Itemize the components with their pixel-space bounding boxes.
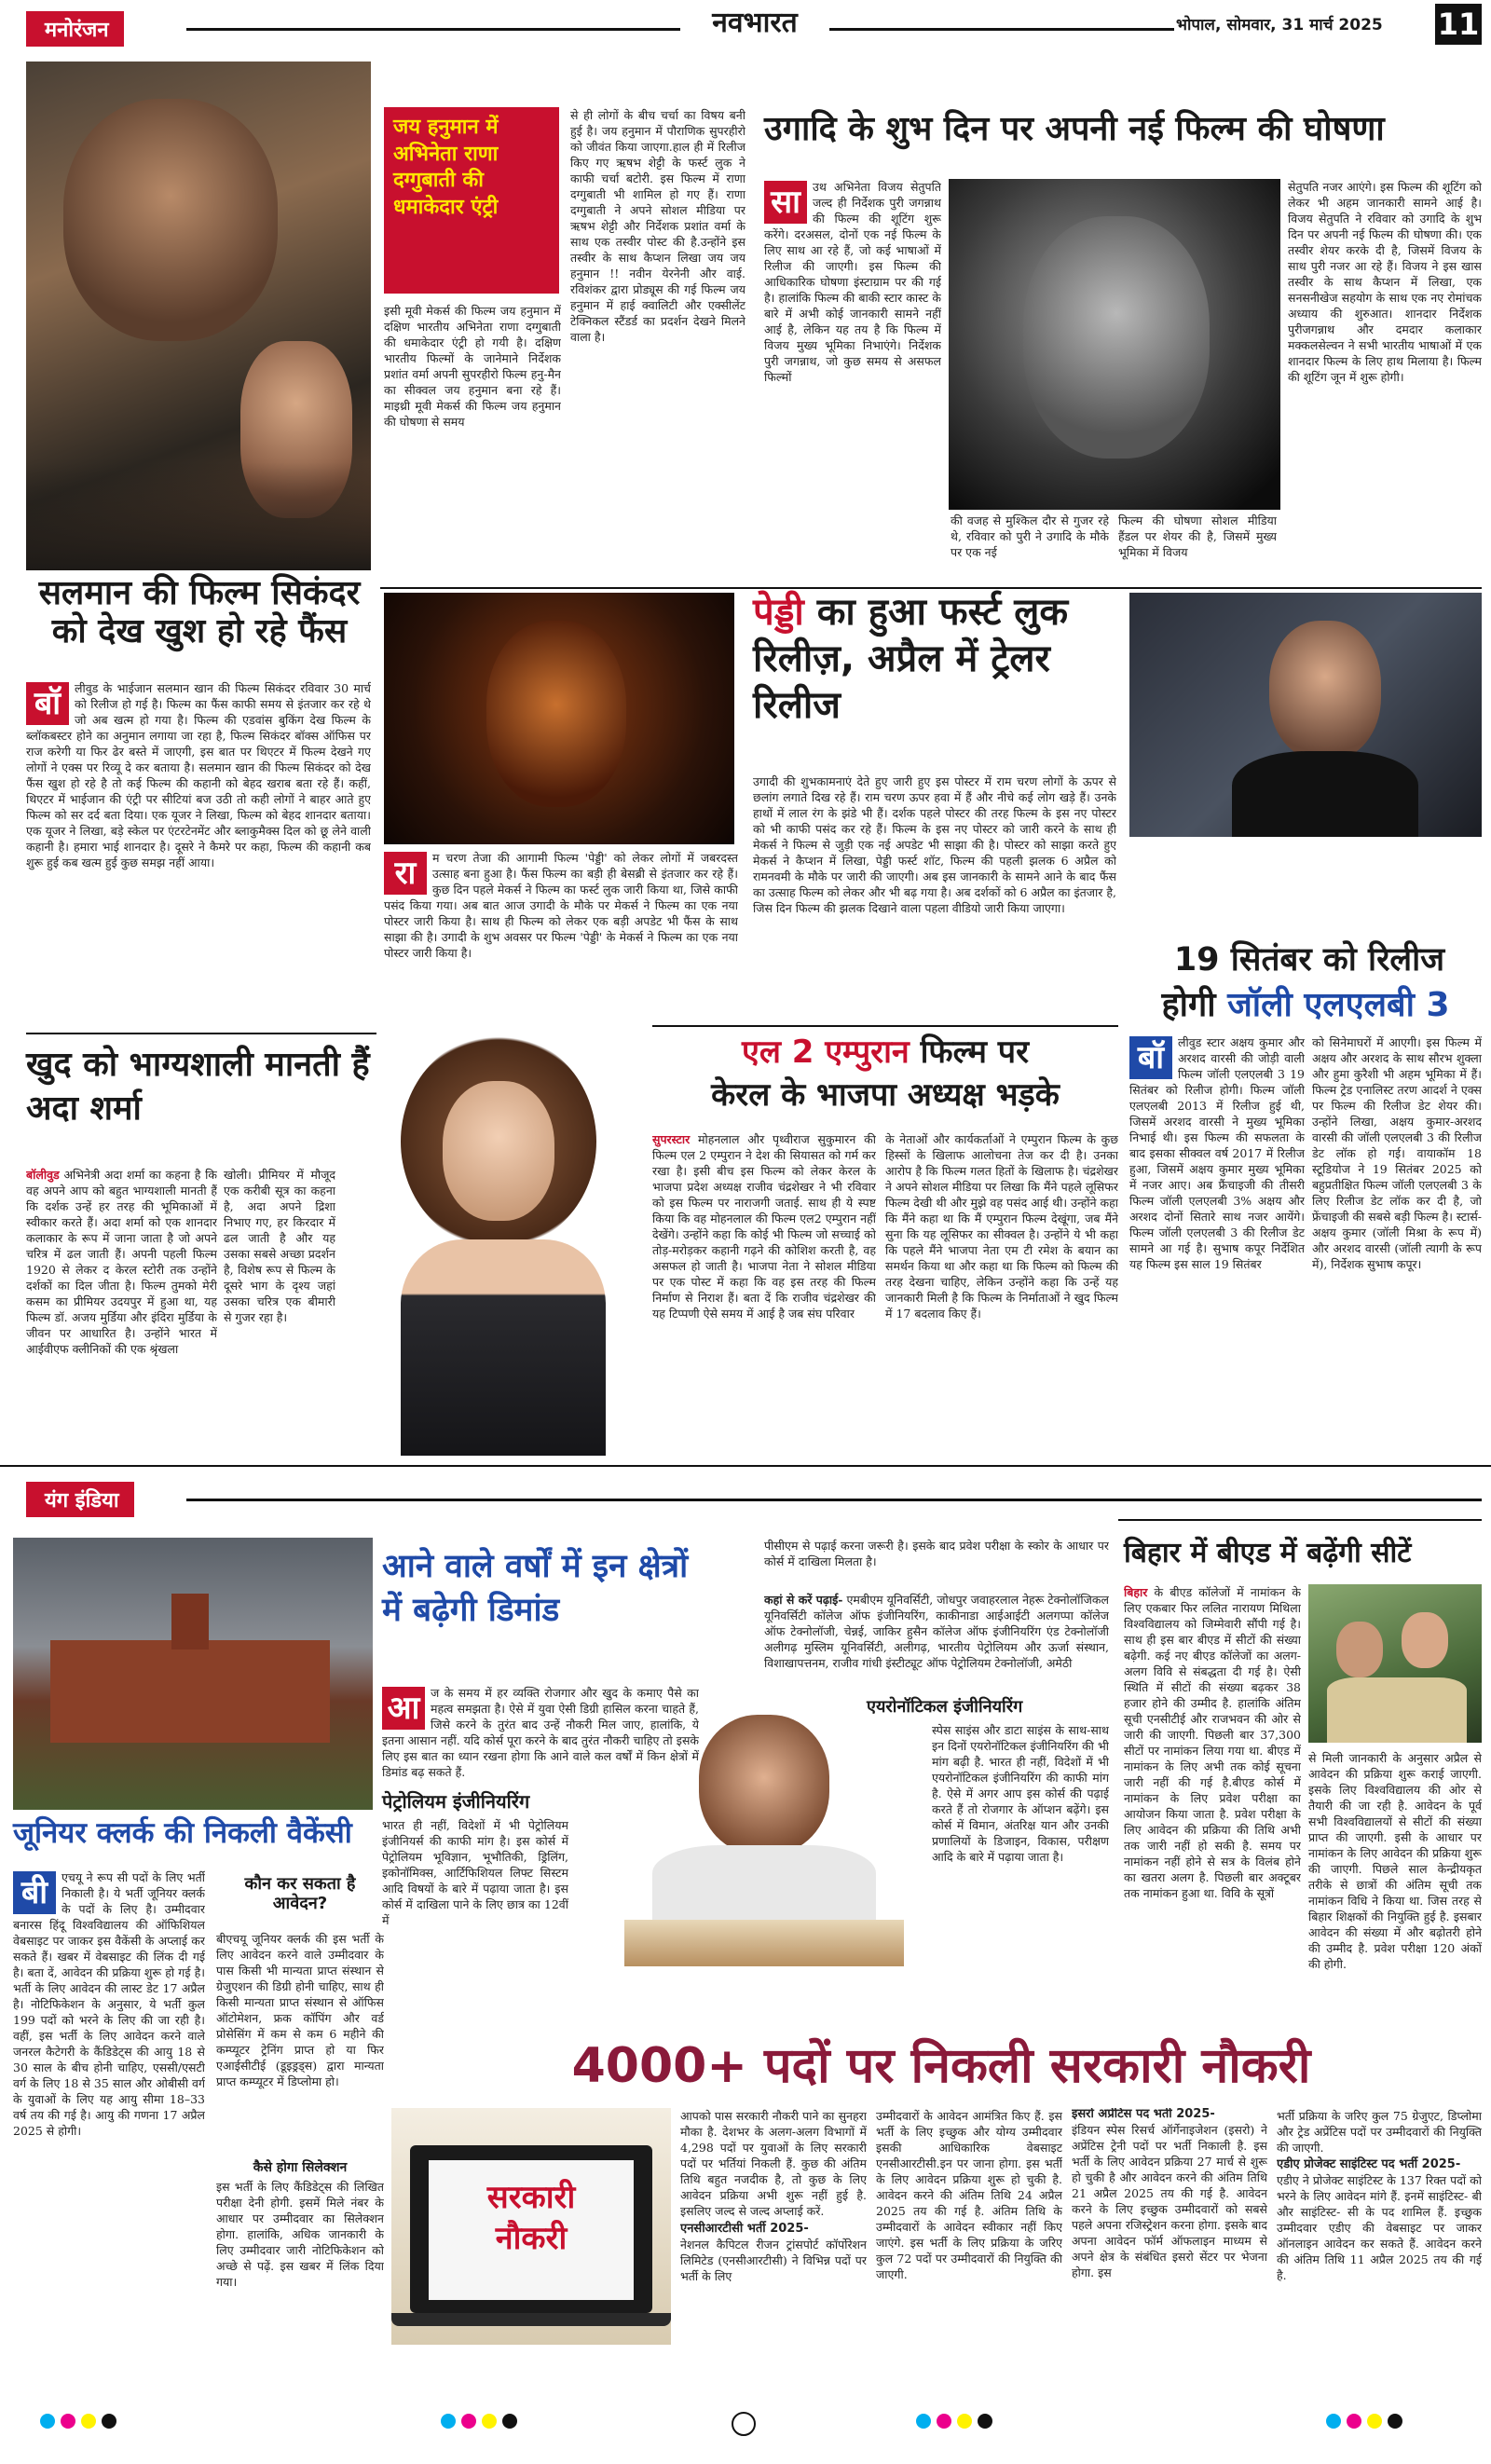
divider	[1118, 1519, 1482, 1521]
young-india-rule	[186, 1499, 1482, 1501]
demand-dropcap: आ	[382, 1687, 425, 1730]
clerk-dropcap: बी	[13, 1871, 56, 1914]
demand-headline1: आने वाले वर्षों में इन क्षेत्रों	[382, 1548, 689, 1585]
paper-name: नवभारत	[712, 7, 798, 39]
govt-badge2: नौकरी	[495, 2220, 568, 2258]
govt-col4a: भर्ती प्रक्रिया के जरिए कुल 75 ग्रेजुएट, डिप्लोमा और ट्रेड अप्रेंटिस पदों पर उम्मीदवारों की नियुक्ति की जाएगी.	[1277, 2109, 1482, 2155]
bihar-lead: बिहार	[1124, 1585, 1148, 1599]
bw-face-shape	[1023, 216, 1210, 459]
peddi-headline-red: पेड्डी	[753, 591, 804, 634]
ugadi-headline: उगादि के शुभ दिन पर अपनी नई फिल्म की घोषणा	[764, 110, 1385, 148]
jolly-col1-wrap	[1129, 1034, 1305, 1454]
section-rule	[0, 1465, 1491, 1467]
color-bar-2	[438, 2414, 520, 2432]
adah-sharma-photo	[335, 1025, 643, 1456]
clerk-headline: जूनियर क्लर्क की निकली वैकेंसी	[13, 1816, 352, 1850]
young-india-tag: यंग इंडिया	[26, 1482, 134, 1517]
adah-outfit-shape	[401, 1239, 606, 1456]
bihar-col1-wrap	[1124, 1584, 1301, 2041]
demand-headline2: में बढ़ेगी डिमांड	[382, 1592, 560, 1630]
tower-shape	[171, 1594, 209, 1650]
laptop-screen	[429, 2160, 634, 2300]
adah-headline: खुद को भाग्यशाली मानती हैं अदा शर्मा	[26, 1046, 370, 1128]
poster-shade	[26, 462, 371, 570]
demand-p1: भारत ही नहीं, विदेशों में भी पेट्रोलियम इंजीनियर्स की काफी मांग है। इस कोर्स में पेट्रोलियम भूविज्ञान, भूभौतिकी, ड्रिलिंग, इकोनॉमिक्स, आर्टिफिशियल लिफ्ट सिस्टम आदि विषयों के बारे में पढ़ाया जाता है। इस कोर्स में दाखिला पाने के लिए छात्र का 12वीं में	[382, 1818, 568, 1927]
salman-body: लीवुड के भाईजान सलमान खान की फिल्म सिकंदर रविवार 30 मार्च को रिलीज हो गई है। फिल्म का फैंस काफी समय से इंतजार कर रहे थे जो अब खत्म हो गया है। फिल्म की एडवांस बुकिंग देख फिल्म के ब्लॉकबस्टर होने का अनुमान लगाया जा रहा है, फिल्म सिकंदर बॉक्स ऑफिस पर राज करेगी या फिर ढेर बस्ते में जाएगी, इस बात पर थिएटर में फिल्म देखने गए लोगों ने एक्स पर रिव्यू दे कर बताया है। सलमान खान की फिल्म सिकंदर को देख फैंस खुश हो रहे है तो कई फिल्म की कहानी को बेहद खराब बता रहे हैं। कहीं, थिएटर में भाईजान की एंट्री पर सीटियां बज उठी तो कही लोगों ने बाहर आते हुए फिल्म को सर दर्द बता दिया। एक यूजर ने लिखा, फिल्म को बेहद शानदार बताया। एक यूजर ने लिखा, बड़े स्केल पर एंटरटेनमेंट और ब्लाकुमैक्स दिल को छू लेने वाली कहानी है। हमारा भाई शानदार है। दूसरे ने कैमरे पर कहा, फिल्म की कहानी कब शुरू हुई कब खत्म हुई कुछ समझ नहीं आया।	[26, 681, 371, 869]
govt-badge1: सरकारी	[486, 2179, 576, 2216]
govt-badge	[429, 2177, 634, 2259]
demand-p3: स्पेस साइंस और डाटा साइंस के साथ-साथ इन दिनों एयरोनॉटिकल इंजीनियरिंग की भी मांग बढ़ी है. भारत ही नहीं, विदेशों में भी एयरोनॉटिकल इंजीनियरिंग की काफी मांग है. ऐसे में अगर आप इस कोर्स की पढ़ाई करते हैं तो रोजगार के ऑप्शन बढ़ेंगे। इस कोर्स में विमान, अंतरिक्ष यान और उनकी प्रणालियों के डिजाइन, विकास, परीक्षण आदि के बारे में पढ़ाया जाता है।	[932, 1723, 1109, 1864]
bihar-headline: बिहार में बीएड में बढ़ेंगी सीटें	[1124, 1537, 1412, 1569]
building-shape	[50, 1640, 330, 1743]
masthead-rule-right	[829, 28, 1174, 31]
salman-headline: सलमान की फिल्म सिकंदर को देख खुश हो रहे फैंस	[38, 574, 361, 651]
clerk-col1: एचयू ने रूप सी पदों के लिए भर्ती निकाली है। ये भर्ती जूनियर क्लर्क के पदों के लिए है। उम्मीदवार बनारस हिंदू विश्वविद्यालय की ऑफिशियल वेबसाइट पर जाकर इस वैकेंसी के अप्लाई कर सकते हैं। खबर में वेबसाइट की लिंक दी गई है। बता दें, आवेदन की प्रक्रिया शुरू हो गई है। भर्ती के लिए आवेदन की लास्ट डेट 17 अप्रैल है। नोटिफिकेशन के अनुसार, ये भर्ती कुल 199 पदों को भरने के लिए की जा रही है।वहीं, इस भर्ती के लिए आवेदन करने वाले जनरल कैटेगरी के कैंडिडेट्स की आयु 18 से 30 साल के बीच होनी चाहिए, एससी/एसटी वर्ग के लिए 18 से 35 साल और ओबीसी वर्ग के युवाओं के लिए यह आयु सीमा 18–33 वर्ष तय की गई है। आयु की गणना 17 अप्रैल 2025 से होगी।	[13, 1870, 205, 2138]
clerk-col2b: इस भर्ती के लिए कैंडिडेट्स की लिखित परीक्षा देनी होगी. इसमें मिले नंबर के आधार पर उम्मीदवार का सिलेक्शन होगा. हालांकि, अधिक जानकारी के लिए उम्मीदवार जारी नोटिफिकेशन को अच्छे से पढ़ें. इस खबर में लिंक दिया गया।	[216, 2180, 384, 2289]
student-face-shape	[699, 1715, 829, 1855]
laptop-base	[391, 2313, 671, 2326]
peddi-face-shape	[486, 621, 626, 807]
empuraan-headline-line1	[652, 1034, 1118, 1071]
empuraan-headline-line2: केरल के भाजपा अध्यक्ष भड़के	[711, 1076, 1060, 1114]
clerk-col2: बीएचयू जूनियर क्लर्क की इस भर्ती के लिए आवेदन करने वाले उम्मीदवार के पास किसी भी मान्यता प्राप्त संस्थान से ग्रेजुएशन की डिग्री होनी चाहिए, साथ ही किसी मान्यता प्राप्त संस्थान से ऑफिस ऑटोमेशन, फ्रक कॉपिंग और वर्ड प्रोसेसिंग में कम से कम 6 महीने की कम्प्यूटर ट्रेनिंग प्राप्त हो या फिर एआईसीटीई (डूइड्रड्स) द्वारा मान्यता प्राप्त कम्प्यूटर में डिप्लोमा हो।	[216, 1932, 384, 2088]
govt-col4b: एडीए ने प्रोजेक्ट साइंटिस्ट के 137 रिक्त पदों को भरने के लिए आवेदन मांगे हैं. इनमें साइंटिस्ट- बी और साइंटिस्ट- सी के पद शामिल हैं. इच्छुक उम्मीदवार एडीए की वेबसाइट पर जाकर ऑनलाइन आवेदन कर सकते हैं. आवेदन करने की अंतिम तिथि 11 अप्रैल 2025 तय की गई है.	[1277, 2172, 1482, 2282]
demand-where-lead: कहां से करें पढ़ाई-	[764, 1593, 843, 1607]
bhu-building-photo	[13, 1538, 373, 1810]
adah-lead: बॉलीवुड	[26, 1168, 60, 1182]
jolly-headline2-blue: जॉली एलएलबी 3	[1227, 986, 1450, 1024]
rana-col1: इसी मूवी मेकर्स की फिल्म जय हनुमान में दक्षिण भारतीय अभिनेता राणा दग्गुबाती की धमाकेदार एंट्री हो गयी है। दक्षिण भारतीय फिल्मों के जानेमाने निर्देशक प्रशांत वर्मा अपनी सुपरहीरो फिल्म हनु-मैन का सीक्वल जय हनुमान बना रहे हैं। माइथ्री मूवी मेकर्स की फिल्म जय हनुमान की घोषणा से समय	[384, 304, 561, 429]
rana-col2: से ही लोगों के बीच चर्चा का विषय बनी हुई है। जय हनुमान में पौराणिक सुपरहीरो को जीवंत किया जाएगा.हाल ही में रिलीज किए गए ऋषभ शेट्टी के फर्स्ट लुक ने काफी चर्चा बटोरी. इस फिल्म में राणा दग्गुबाती भी शामिल हो गए हैं। राणा दग्गुबाती ने अपने सोशल मीडिया पर ऋषभ शेट्टी और निर्देशक प्रशांत वर्मा के साथ एक तस्वीर पोस्ट की है.उन्होंने इस तस्वीर के साथ कैप्शन लिखा जय जय हनुमान !! नवीन येरनेनी और वाई. रविशंकर द्वारा प्रोड्यूस की गई फिल्म जय हनुमान में हाई क्वालिटी और एक्सीलेंट टेक्निकल स्टैंडर्ड का प्रदर्शन देखने मिलने वाला है।	[570, 108, 746, 344]
color-bar-3	[913, 2414, 995, 2432]
color-bar-4	[1323, 2414, 1405, 2432]
print-registration-strip	[0, 2404, 1491, 2442]
peddi-dropcap: रा	[384, 852, 427, 895]
peddi-poster	[384, 593, 734, 844]
salman-article	[26, 680, 371, 1025]
dateline: भोपाल, सोमवार, 31 मार्च 2025	[1176, 16, 1383, 34]
clerk-sub1: कौन कर सकता है आवेदन?	[244, 1874, 356, 1913]
govt-col4-wrap	[1277, 2108, 1482, 2343]
rana-headline: जय हनुमान में अभिनेता राणा दग्गुबाती की धमाकेदार एंट्री	[393, 116, 499, 219]
adah-col1: अभिनेत्री अदा शर्मा का कहना है कि वह अपने आप को बहुत भाग्यशाली मानती हैं कि दर्शक उन्हें हर तरह की भूमिकाओं में स्वीकार करते हैं। अदा शर्मा को एक शानदार कलाकार के रूप में जाना जाता है जो अपने चरित्र में ढल जाती हैं। अपनी पहली फिल्म 1920 से लेकर द केरल स्टोरी तक उन्होंने दर्शकों का दिल जीता है। फिल्म तुमको मेरी कसम का प्रीमियर उदयपुर में हुआ था, यह फिल्म डॉ. अजय मुर्डिया और इंदिरा मुर्डिया के जीवन पर आधारित है। उन्होंने भारत में आईवीएफ क्लीनिकों की एक श्रृंखला	[26, 1168, 217, 1356]
govt-sub2: इसरो अप्रेंटिस पद भर्ती 2025-	[1072, 2108, 1215, 2121]
govt-headline: 4000+ पदों पर निकली सरकारी नौकरी	[571, 2038, 1311, 2094]
color-bar-1	[37, 2414, 119, 2432]
jolly-llb-photo	[1129, 593, 1482, 837]
demand-intro: ज के समय में हर व्यक्ति रोजगार और खुद के कमाए पैसे का महत्व समझता है। ऐसे में युवा ऐसी डिग्री हासिल करना चाहते हैं, जिसे करने के तुरंत बाद उन्हें नौकरी मिल जाए, हालांकि, ये इतना आसान नहीं. यदि कोर्स पूरा करने के बाद तुरंत नौकरी चाहिए तो इसके लिए इस बात का ध्यान रखना होगा कि आने वाले कल वर्षों में किन क्षेत्रों में डिमांड बढ़ सकते हैं.	[382, 1686, 699, 1779]
adah-col1-wrap	[26, 1167, 217, 1454]
section-tag: मनोरंजन	[26, 11, 124, 47]
demand-where-wrap	[764, 1592, 1109, 1696]
student-a-face	[1336, 1622, 1383, 1677]
bihar-col1: के बीएड कॉलेजों में नामांकन के लिए एकबार फिर ललित नारायण मिथिला विश्वविद्यालय को जिम्मेवारी सौंपी गई है। साथ ही इस बार बीएड में सीटों की संख्या बढ़ेगी. कई नए बीएड कॉलेजों का अलग-अलग विवि से संबद्धता दी गई है। ऐसी स्थिति में सीटों की संख्या बढ़कर 38 हजार होने की उम्मीद है. हालांकि अंतिम सूची एनसीटीई और राजभवन की ओर से जारी की जाएगी. पिछली बार 37,300 सीटों पर नामांकन लिया गया था. बीएड में नामांकन के लिए अभी तक कोई सूचना जारी नहीं की गई है.बीएड कोर्स में नामांकन के लिए प्रवेश परीक्षा का आयोजन किया जाता है. प्रवेश परीक्षा के लिए आवेदन की प्रक्रिया की तिथि अभी तक जारी नहीं हो सकी है. समय पर नामांकन नहीं होने से सत्र के विलंब होने का खतरा अलग है. पिछली बार अक्टूबर तक नामांकन हुआ था. विवि के सूत्रों	[1124, 1585, 1301, 1900]
govt-col1-wrap	[680, 2108, 867, 2343]
page-number: 11	[1435, 4, 1482, 45]
registration-mark	[732, 2412, 756, 2436]
clerk-sub2: कैसे होगा सिलेक्शन	[253, 2160, 348, 2175]
jolly-headline2-black: होगी	[1161, 986, 1216, 1024]
students-body-shape	[1327, 1677, 1467, 1743]
ugadi-col1-wrap	[764, 179, 941, 580]
laptop-photo	[391, 2108, 671, 2345]
student-b-face	[1402, 1612, 1448, 1668]
rana-headline-box	[384, 107, 559, 294]
ugadi-col3: फिल्म की घोषणा सोशल मीडिया हैंडल पर शेयर की है, जिसमें मुख्य भूमिका में विजय	[1118, 513, 1277, 559]
sikandar-poster	[26, 62, 371, 570]
divider	[26, 1033, 376, 1034]
demand-where: एमबीएम यूनिवर्सिटी, जोधपुर जवाहरलाल नेहरू टेक्नोलॉजिकल यूनिवर्सिटी कॉलेज ऑफ इंजीनियरिंग, काकीनाडा आईआईटी अलगप्पा कॉलेज ऑफ टेक्नोलॉजी, चेन्नई, जाकिर हुसैन कॉलेज ऑफ इंजीनियरिंग एंड टेक्नोलॉजी अलीगढ़ मुस्लिम यूनिवर्सिटी, अलीगढ़, भारतीय पेट्रोलियम और ऊर्जा संस्थान, विशाखापत्तनम, राजीव गांधी इंस्टीट्यूट ऑफ पेट्रोलियम टेक्नोलॉजी, अमेठी	[764, 1593, 1109, 1670]
salman-dropcap: बॉ	[26, 682, 69, 725]
jolly-col2: को सिनेमाघरों में आएगी। इस फिल्म में अक्षय और अरशद के साथ सौरभ शुक्ला और हुमा कुरैशी भी अहम भूमिका में हैं। फिल्म ट्रेड एनालिस्ट तरण आदर्श ने एक्स पर फिल्म की रिलीज डेट शेयर की। उन्होंने लिखा, अक्षय कुमार-अरशद वारसी की जॉली एलएलबी 3 की रिलीज डेट लॉक हो गई। वायाकॉम 18 स्टूडियोज ने 19 सितंबर 2025 को बहुप्रतीक्षित फिल्म जॉली एलएलबी 3 के लिए रिलीज डेट लॉक कर दी है, जो फ्रेंचाइजी की सबसे बड़ी फिल्म है। स्टार्स- अक्षय कुमार (जॉली मिश्रा के रूप में) और अरशद वारसी (जॉली त्यागी के रूप में), निर्देशक सुभाष कपूर।	[1312, 1035, 1482, 1271]
empuraan-col1: मोहनलाल और पृथ्वीराज सुकुमारन की फिल्म एल 2 एम्पुरान ने देश की सियासत को गर्म कर रखा है। इसी बीच इस फिल्म को लेकर केरल के भाजपा प्रदेश अध्यक्ष राजीव चंद्रशेखर ने भी रविवार को इस फिल्म पर नाराजगी जताई. साथ ही ये स्पष्ट किया कि वह मोहनलाल की फिल्म एल2 एम्पुरान नहीं देखेंगे। उन्होंने कहा कि कोई भी फिल्म जो सच्चाई को तोड़-मरोड़कर कहानी गढ़ने की कोशिश करती है, वह असफल हो जाती है। भाजपा नेता ने सोशल मीडिया पर एक पोस्ट में कहा कि वह इस तरह की फिल्म निर्माण से निराश हैं। बता दें कि राजीव चंद्रशेखर की यह टिप्पणी ऐसे समय में आई है जब संघ परिवार	[652, 1132, 876, 1321]
demand-sub2: एयरोनॉटिकल इंजीनियरिंग	[867, 1697, 1023, 1717]
divider	[652, 1025, 1118, 1027]
peddi-headline	[753, 589, 1116, 729]
demand-p2: पीसीएम से पढ़ाई करना जरूरी है। इसके बाद प्रवेश परीक्षा के स्कोर के आधार पर कोर्स में दाखिला मिलता है।	[764, 1539, 1109, 1568]
empuraan-col1-wrap	[652, 1131, 876, 1453]
demand-headline	[382, 1545, 773, 1634]
empuraan-headline-red: एल 2 एम्पुरान	[742, 1034, 910, 1071]
govt-col1b: नेशनल कैपिटल रीजन ट्रांसपोर्ट कॉर्पोरेशन लिमिटेड (एनसीआरटीसी) ने विभिन्न पदों पर भर्ती के लिए	[680, 2237, 867, 2283]
jolly-dropcap: बॉ	[1129, 1036, 1172, 1079]
peddi-headline-rest: का हुआ फर्स्ट लुक रिलीज़, अप्रैल में ट्रेलर रिलीज	[753, 591, 1069, 727]
govt-sub1: एनसीआरटीसी भर्ती 2025-	[680, 2222, 809, 2236]
adah-col2: खोली। प्रीमियर में मौजूद एक करीबी सूत्र का कहना है, अदा अपने द्रिशा निभाए गए, हर किरदार में ढल जाती है और यह उसका सबसे अच्छा प्रदर्शन है, विशेष रूप से फिल्म के दूसरे भाग के दृश्य जहां उसका चरित्र एक बीमारी से गुजर रहा है।	[224, 1168, 335, 1324]
govt-col3-wrap	[1072, 2108, 1267, 2343]
adah-face-shape	[443, 1081, 554, 1221]
peddi-right: उगादी की शुभकामनाएं देते हुए जारी हुए इस पोस्टर में राम चरण लोगों के ऊपर से छलांग लगाते दिख रहे हैं। राम चरण ऊपर हवा में हैं और नीचे कई लोग खड़े हैं। उनके हाथों में लाल रंग के झंडे भी हैं। दर्शक पहले पोस्टर की तरह फिल्म के इस नए पोस्टर को भी काफी पसंद कर रहे हैं। फिल्म के इस नए पोस्टर को जारी करने के साथ ही मेकर्स ने फिल्म से जुड़ी एक नई अपडेट भी साझा की है। पोस्टर को साझा करते हुए मेकर्स ने कैप्शन में लिखा, पेड्डी फर्स्ट शॉट, फिल्म की पहली झलक 6 अप्रैल को रामनवमी के मौके पर जारी की जाएगी। अब इस जानकारी के सामने आने के बाद फैंस का उत्साह फिल्म को लेकर और भी बढ़ गया है। अब दर्शकों को 6 अप्रैल का इंतजार है, जिस दिन फिल्म की झलक दिखाने वाला पहला वीडियो जारी किया जाएगा।	[753, 774, 1116, 915]
peddi-left-wrap	[384, 850, 738, 1008]
masthead	[0, 0, 1491, 58]
clerk-col1-wrap	[13, 1869, 205, 2289]
jolly-headline1: 19 सितंबर को रिलीज	[1173, 941, 1445, 979]
govt-col2: उम्मीदवारों के आवेदन आमंत्रित किए हैं. इस भर्ती के लिए इच्छुक और योग्य उम्मीदवार इसकी आधिकारिक वेबसाइट एनसीआरटीसी.इन पर जाना होगा. इस भर्ती के लिए आवेदन प्रक्रिया शुरू हो चुकी है. आवेदन करने की अंतिम तिथि 24 अप्रैल 2025 तय की गई है. अंतिम तिथि के उम्मीदवारों के आवेदन स्वीकार नहीं किए जाएंगे. इस भर्ती के लिए प्रक्रिया के जरिए कुल 72 पदों पर उम्मीदवारों की नियुक्ति की जाएगी.	[876, 2109, 1062, 2281]
vijay-sethupathi-photo	[949, 179, 1280, 510]
demand-sub1: पेट्रोलियम इंजीनियरिंग	[382, 1790, 530, 1813]
ugadi-dropcap: सा	[764, 181, 807, 224]
empuraan-lead: सुपरस्टार	[652, 1132, 691, 1146]
jolly-headline2	[1124, 986, 1487, 1024]
student-photo	[596, 1705, 932, 1966]
actor-face-shape	[63, 99, 278, 341]
empuraan-headline-rest1: फिल्म पर	[920, 1034, 1029, 1071]
govt-sub3: एडीए प्रोजेक्ट साइंटिस्ट पद भर्ती 2025-	[1277, 2157, 1461, 2171]
bihar-col2: से मिली जानकारी के अनुसार अप्रैल से आवेदन की प्रक्रिया शुरू कराई जाएगी. इसके लिए विश्वविद्यालय की ओर से तैयारी की जा रही है. आवेदन के पूर्व सभी विश्वविद्यालयों से सीटों की संख्या प्राप्त की जाएगी. इसी के आधार पर नामांकन के लिए आवेदन की प्रक्रिया शुरू की जाएगी. पिछले साल केन्द्रीयकृत तरीके से छात्रों की अंतिम सूची तक नामांकन विधि ने किया था. जिस तरह से बिहार शिक्षकों की नियुक्ति हुई है. इसबार आवेदन की संख्या में और बढ़ोतरी होने की उम्मीद है. प्रवेश परीक्षा 120 अंकों की होगी.	[1308, 1751, 1482, 1971]
akshay-face-shape	[1269, 621, 1381, 760]
govt-col3: इंडियन स्पेस रिसर्च ऑर्गेनाइजेशन (इसरो) ने अप्रेंटिस ट्रेनी पदों पर भर्ती निकाली है. इस भर्ती के लिए आवेदन प्रक्रिया 27 मार्च से शुरू हो चुकी है और आवेदन करने की अंतिम तिथि 21 अप्रैल 2025 तय की गई है. आवेदन करने के लिए इच्छुक उम्मीदवारों को सबसे पहले अपना रजिस्ट्रेशन करना होगा. इसके बाद अपना आवेदन फॉर्म ऑफलाइन माध्यम से अपने क्षेत्र के संबंधित इसरो सेंटर पर भेजना होगा. इस	[1072, 2122, 1267, 2279]
books-shape	[624, 1920, 904, 1966]
empuraan-col2: के नेताओं और कार्यकर्ताओं ने एम्पुरान फिल्म के कुछ हिस्सों के खिलाफ आलोचना तेज कर दी है। उनका आरोप है कि फिल्म गलत हितों के खिलाफ है। चंद्रशेखर ने अपने सोशल मीडिया पर लिखा कि मैंने पहले लूसिफर फिल्म देखी थी और मुझे वह पसंद आई थी। उन्होंने कहा कि मैंने कहा था कि मैं एम्पुरान फिल्म देखूंगा, जब मैंने सुना कि यह लूसिफर का सीक्वल है। उन्होंने ये भी कहा कि पहले मैंने भाजपा नेता एम टी रमेश के बयान का समर्थन किया था और कहा था कि फिल्म को फिल्म की तरह देखना चाहिए, लेकिन उन्होंने कहा कि उन्हें यह जानकारी मिली है कि फिल्म के निर्माताओं ने खुद फिल्म में 17 बदलाव किए हैं।	[885, 1132, 1118, 1321]
ugadi-col1: उथ अभिनेता विजय सेतुपति जल्द ही निर्देशक पुरी जगन्नाथ की फिल्म की शूटिंग शुरू करेंगे। दरअसल, दोनों एक नई फिल्म के लिए साथ आ रहे हैं, जो कई भाषाओं में रिलीज की जाएगी। इस फिल्म की आधिकारिक घोषणा इंस्टाग्राम पर की गई है। हालांकि फिल्म की बाकी स्टार कास्ट के बारे में अभी कोई जानकारी सामने नहीं आई है, लेकिन यह तय है कि फिल्म में विजय मुख्य भूमिका निभाएंगे। निर्देशक पुरी जगन्नाथ, जो कुछ समय से असफल फिल्मों	[764, 180, 941, 384]
lawyer-coat-shape	[1232, 751, 1418, 837]
ugadi-col4: सेतुपति नजर आएंगे। इस फिल्म की शूटिंग को लेकर भी अहम जानकारी सामने आई है। विजय सेतुपति ने रविवार को उगादि के शुभ दिन पर अपनी नई फिल्म की घोषणा की। एक तस्वीर शेयर करके दी है, जिसमें विजय के साथ पुरी नजर आ रहे हैं। विजय ने इस खास तस्वीर के साथ कैप्शन में लिखा, एक सनसनीखेज सहयोग के साथ एक नए रोमांचक अध्याय की शुरुआत। शानदार निर्देशक पुरीजगन्नाथ और दमदार कलाकार मक्कलसेल्वन ने सभी भारतीय भाषाओं में एक शानदार फिल्म के लिए हाथ मिलाया है। फिल्म की शूटिंग जून में शुरू होगी।	[1288, 180, 1482, 384]
peddi-left: म चरण तेजा की आगामी फिल्म 'पेड्डी' को लेकर लोगों में जबरदस्त उत्साह बना हुआ है। फैंस फिल्म का बड़ी ही बेसब्री से इंतजार कर रहे हैं। कुछ दिन पहले मेकर्स ने फिल्म का फर्स्ट लुक जारी किया था, जिसे काफी पसंद किया गया। अब बात आज उगादी के मौके पर मेकर्स ने फिल्म का एक नया पोस्टर जारी किया है। साथ ही फिल्म को लेकर एक बड़ी अपडेट भी फैंस के साथ साझा की है। उगादी के शुभ अवसर पर फिल्म 'पेड्डी' के मेकर्स ने फिल्म का एक नया पोस्टर जारी किया है।	[384, 851, 738, 960]
jolly-col1: लीवुड स्टार अक्षय कुमार और अरशद वारसी की जोड़ी वाली फिल्म जॉली एलएलबी 3 19 सितंबर को रिलीज होगी। फिल्म जॉली एलएलबी 2013 में रिलीज हुई थी, जिसमें अरशद वारसी ने मुख्य भूमिका निभाई थी। इस फिल्म की सफलता के बाद इसका सीक्वल वर्ष 2017 में रिलीज हुआ, जिसमें अक्षय कुमार मुख्य भूमिका में नजर आए। अब फ्रैंचाइजी की तीसरी फिल्म जॉली एलएलबी 3% अक्षय और अरशद दोनों सितारे साथ नजर आयेंगे। फिल्म जॉली एलएलबी 3 की रिलीज डेट सामने आ गई है। सुभाष कपूर निर्देशित यह फिल्म इस साल 19 सितंबर	[1129, 1035, 1305, 1271]
masthead-rule-left	[186, 28, 680, 31]
govt-col1: आपको पास सरकारी नौकरी पाने का सुनहरा मौका है. देशभर के अलग-अलग विभागों में 4,298 पदों पर युवाओं के लिए सरकारी पदों पर भर्तियां निकली हैं. कुछ की अंतिम तिथि बहुत नजदीक है, तो कुछ के लिए आवेदन प्रक्रिया अभी शुरू नहीं हुई है. इसलिए जल्द से जल्द अप्लाई करें.	[680, 2109, 867, 2218]
students-photo	[1308, 1584, 1482, 1743]
ugadi-col2: की वजह से मुश्किल दौर से गुजर रहे थे, रविवार को पुरी ने उगादि के मौके पर एक नई	[951, 513, 1109, 559]
